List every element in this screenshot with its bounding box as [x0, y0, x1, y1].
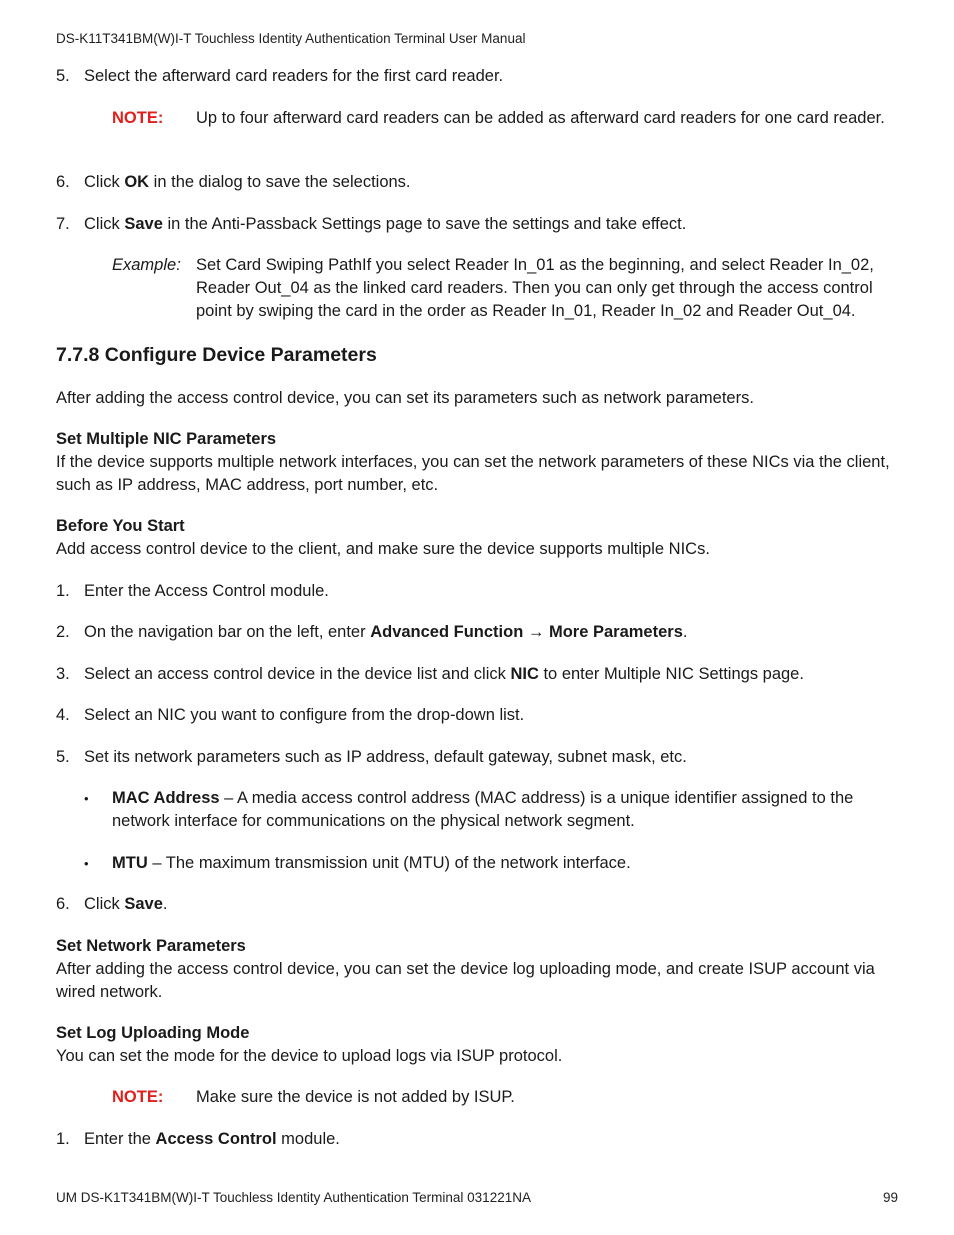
- example-label: Example:: [112, 256, 181, 274]
- before-you-start-text: Add access control device to the client, and make sure the device supports multiple NICs.: [56, 540, 710, 558]
- step-number: 5.: [56, 67, 70, 85]
- note-label: NOTE:: [112, 1088, 164, 1106]
- bullet-icon: •: [84, 791, 89, 806]
- step-text: Select the afterward card readers for the first card reader.: [84, 67, 504, 85]
- step-text: Click OK in the dialog to save the selections.: [84, 173, 411, 191]
- step-number: 5.: [56, 748, 70, 766]
- step-number: 2.: [56, 623, 70, 641]
- log-subtitle: Set Log Uploading Mode: [56, 1024, 250, 1042]
- nic-description: If the device supports multiple network interfaces, you can set the network parameters of these NICs via the client, such as IP address, MAC address, port number, etc.: [56, 453, 890, 494]
- page-header: DS-K11T341BM(W)I-T Touchless Identity Authentication Terminal User Manual: [56, 31, 526, 46]
- step-text: Enter the Access Control module.: [84, 1130, 340, 1148]
- step-number: 7.: [56, 215, 70, 233]
- step-text: Select an access control device in the device list and click NIC to enter Multiple NIC Settings page.: [84, 665, 804, 683]
- step-number: 6.: [56, 895, 70, 913]
- step-number: 6.: [56, 173, 70, 191]
- step-text: Enter the Access Control module.: [84, 582, 329, 600]
- log-description: You can set the mode for the device to upload logs via ISUP protocol.: [56, 1047, 563, 1065]
- step-text: Click Save in the Anti-Passback Settings page to save the settings and take effect.: [84, 215, 687, 233]
- step-text: Click Save.: [84, 895, 168, 913]
- section-title: 7.7.8 Configure Device Parameters: [56, 344, 377, 366]
- section-intro: After adding the access control device, you can set its parameters such as network parameters.: [56, 389, 754, 407]
- bullet-text: MAC Address – A media access control address (MAC address) is a unique identifier assigned to the network interface for communications on the physical network segment.: [112, 789, 854, 830]
- step-text: Set its network parameters such as IP address, default gateway, subnet mask, etc.: [84, 748, 687, 766]
- step-text: On the navigation bar on the left, enter Advanced Function → More Parameters.: [84, 623, 688, 641]
- before-you-start-subtitle: Before You Start: [56, 517, 185, 535]
- network-description: After adding the access control device, you can set the device log uploading mode, and create ISUP account via wired network.: [56, 960, 875, 1001]
- footer-doc-id: UM DS-K1T341BM(W)I-T Touchless Identity Authentication Terminal 031221NA: [56, 1190, 531, 1205]
- step-number: 3.: [56, 665, 70, 683]
- note-text: Make sure the device is not added by ISUP.: [196, 1088, 515, 1106]
- step-number: 4.: [56, 706, 70, 724]
- example-text: Set Card Swiping PathIf you select Reader In_01 as the beginning, and select Reader In_02, Reader Out_04 as the linked card readers. Then you can only get through the access control point by swiping the card in the order as Reader In_01, Reader In_02 and Reader Out_04.: [196, 256, 874, 320]
- page-number: 99: [882, 1190, 898, 1205]
- nic-subtitle: Set Multiple NIC Parameters: [56, 430, 277, 448]
- note-text: Up to four afterward card readers can be added as afterward card readers for one card reader.: [196, 109, 885, 127]
- note-label: NOTE:: [112, 109, 164, 127]
- step-text: Select an NIC you want to configure from the drop-down list.: [84, 706, 525, 724]
- network-subtitle: Set Network Parameters: [56, 937, 246, 955]
- bullet-text: MTU – The maximum transmission unit (MTU) of the network interface.: [112, 854, 631, 872]
- step-number: 1.: [56, 1130, 70, 1148]
- arrow-icon: →: [523, 623, 549, 641]
- step-number: 1.: [56, 582, 70, 600]
- bullet-icon: •: [84, 856, 89, 871]
- page-footer: [56, 1186, 898, 1209]
